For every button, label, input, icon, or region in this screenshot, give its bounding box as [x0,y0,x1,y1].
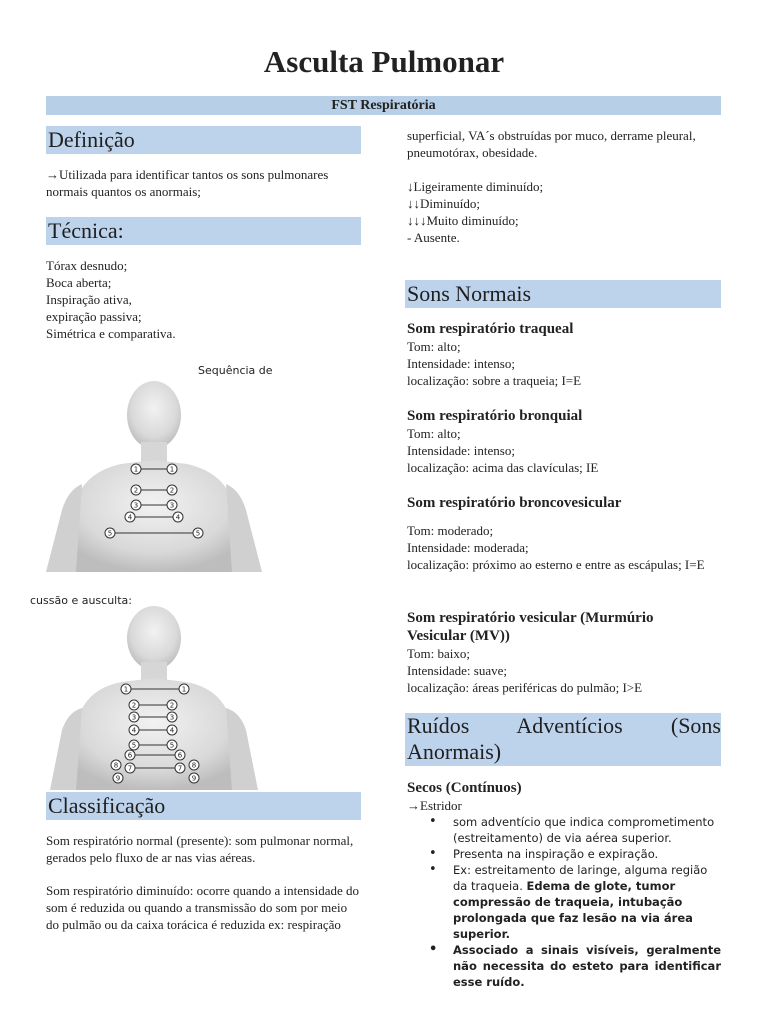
auscultation-figure-front [46,360,273,572]
classificacao-p2: Som respiratório diminuído: ocorre quando a intensidade do som é reduzida ou quando a transmissão do som por meio do pulmão ou da caixa torácica é reduzida ex: respiração [46,883,360,932]
som-line: Tom: alto; [407,426,461,441]
som-line: Tom: baixo; [407,646,471,661]
list-item: • som adventício que indica comprometimento (estreitamento) de via aérea superior. [407,814,721,846]
som-line: Intensidade: suave; [407,663,507,678]
ruidos-heading-text: Ruídos Adventícios (Sons Anormais) [407,713,721,764]
figure-caption-back: cussão e ausculta: [30,594,132,607]
front-point: 1 [133,465,139,474]
back-point: 3 [169,713,175,722]
tecnica-line: Inspiração ativa, [46,292,132,307]
front-point: 5 [195,529,201,538]
som-line: localização: próximo ao esterno e entre as escápulas; I=E [407,557,705,572]
classificacao-p1: Som respiratório normal (presente): som pulmonar normal, gerados pelo fluxo de ar nas vias aéreas. [46,833,354,865]
back-point: 9 [115,774,121,783]
back-point: 5 [131,741,137,750]
back-point: 4 [169,726,175,735]
level-line: ↓↓↓Muito diminuído; [407,213,519,228]
som-line: localização: áreas periféricas do pulmão; I>E [407,680,643,695]
tecnica-line: Simétrica e comparativa. [46,326,176,341]
secos-title: Secos (Contínuos) [407,780,522,796]
back-point: 2 [131,701,137,710]
list-item: • Associado a sinais visíveis, geralmente não necessita do esteto para identificar esse ruído. [407,942,721,990]
back-point: 7 [127,764,133,773]
list-item [407,862,721,942]
back-point: 6 [177,751,183,760]
som-line: Intensidade: moderada; [407,540,529,555]
som-title: Som respiratório vesicular (Murmúrio Vesicular (MV)) [407,610,654,644]
som-line: Tom: alto; [407,339,461,354]
definicao-text: →Utilizada para identificar tantos os sons pulmonares normais quantos os anormais; [46,167,329,199]
som-line: localização: acima das clavículas; IE [407,460,599,475]
subtitle-bar: FST Respiratória [46,96,721,115]
som-title: Som respiratório bronquial [407,408,583,424]
back-point: 1 [123,685,129,694]
front-point: 2 [133,486,139,495]
som-line: Intensidade: intenso; [407,356,515,371]
definicao-heading: Definição [46,126,361,154]
back-point: 1 [181,685,187,694]
som-title: Som respiratório traqueal [407,321,574,337]
ruidos-heading [405,713,721,766]
page-title: Asculta Pulmonar [263,44,505,79]
front-point: 4 [127,513,133,522]
classificacao-heading: Classificação [46,792,361,820]
tecnica-heading: Técnica: [46,217,361,245]
som-bronquial [407,407,721,476]
back-point: 5 [169,741,175,750]
level-line: ↓Ligeiramente diminuído; [407,179,544,194]
auscultation-figure-back [30,590,268,790]
bullet-bold-text: Edema de glote, tumor compressão de traqueia, intubação prolongada que faz lesão na via área superior. [453,879,693,941]
front-point: 2 [169,486,175,495]
figure-caption-front: Sequência de [198,364,273,377]
som-line: localização: sobre a traqueia; I=E [407,373,582,388]
front-point: 5 [107,529,113,538]
back-point: 4 [131,726,137,735]
front-point: 3 [169,501,175,510]
reduction-levels [407,178,717,246]
front-point: 1 [169,465,175,474]
sons-normais-heading: Sons Normais [405,280,721,308]
tecnica-line: expiração passiva; [46,309,142,324]
right-continued-text: superficial, VA´s obstruídas por muco, derrame pleural, pneumotórax, obesidade. [407,128,696,160]
list-item: • Presenta na inspiração e expiração. [407,846,721,862]
som-broncovesicular [407,494,721,573]
back-point: 9 [191,774,197,783]
front-torso-illustration [46,360,268,572]
front-point: 4 [175,513,181,522]
back-point: 8 [191,761,197,770]
back-point: 2 [169,701,175,710]
ruidos-content [407,779,721,990]
tecnica-line: Tórax desnudo; [46,258,128,273]
som-traqueal [407,320,721,389]
estridor-bullets [407,814,721,990]
estridor-label: →Estridor [407,798,462,813]
tecnica-list [46,257,346,342]
level-line: ↓↓Diminuído; [407,196,480,211]
back-point: 6 [127,751,133,760]
som-vesicular [407,609,707,696]
tecnica-line: Boca aberta; [46,275,112,290]
som-line: Tom: moderado; [407,523,494,538]
back-torso-illustration [30,590,268,790]
back-point: 3 [131,713,137,722]
front-point: 3 [133,501,139,510]
som-title: Som respiratório broncovesicular [407,495,622,511]
level-line: - Ausente. [407,230,460,245]
back-point: 7 [177,764,183,773]
back-point: 8 [113,761,119,770]
bullet-normal-text: Ex: estreitamento de laringe, alguma região da traqueia. [453,863,708,893]
som-line: Intensidade: intenso; [407,443,515,458]
